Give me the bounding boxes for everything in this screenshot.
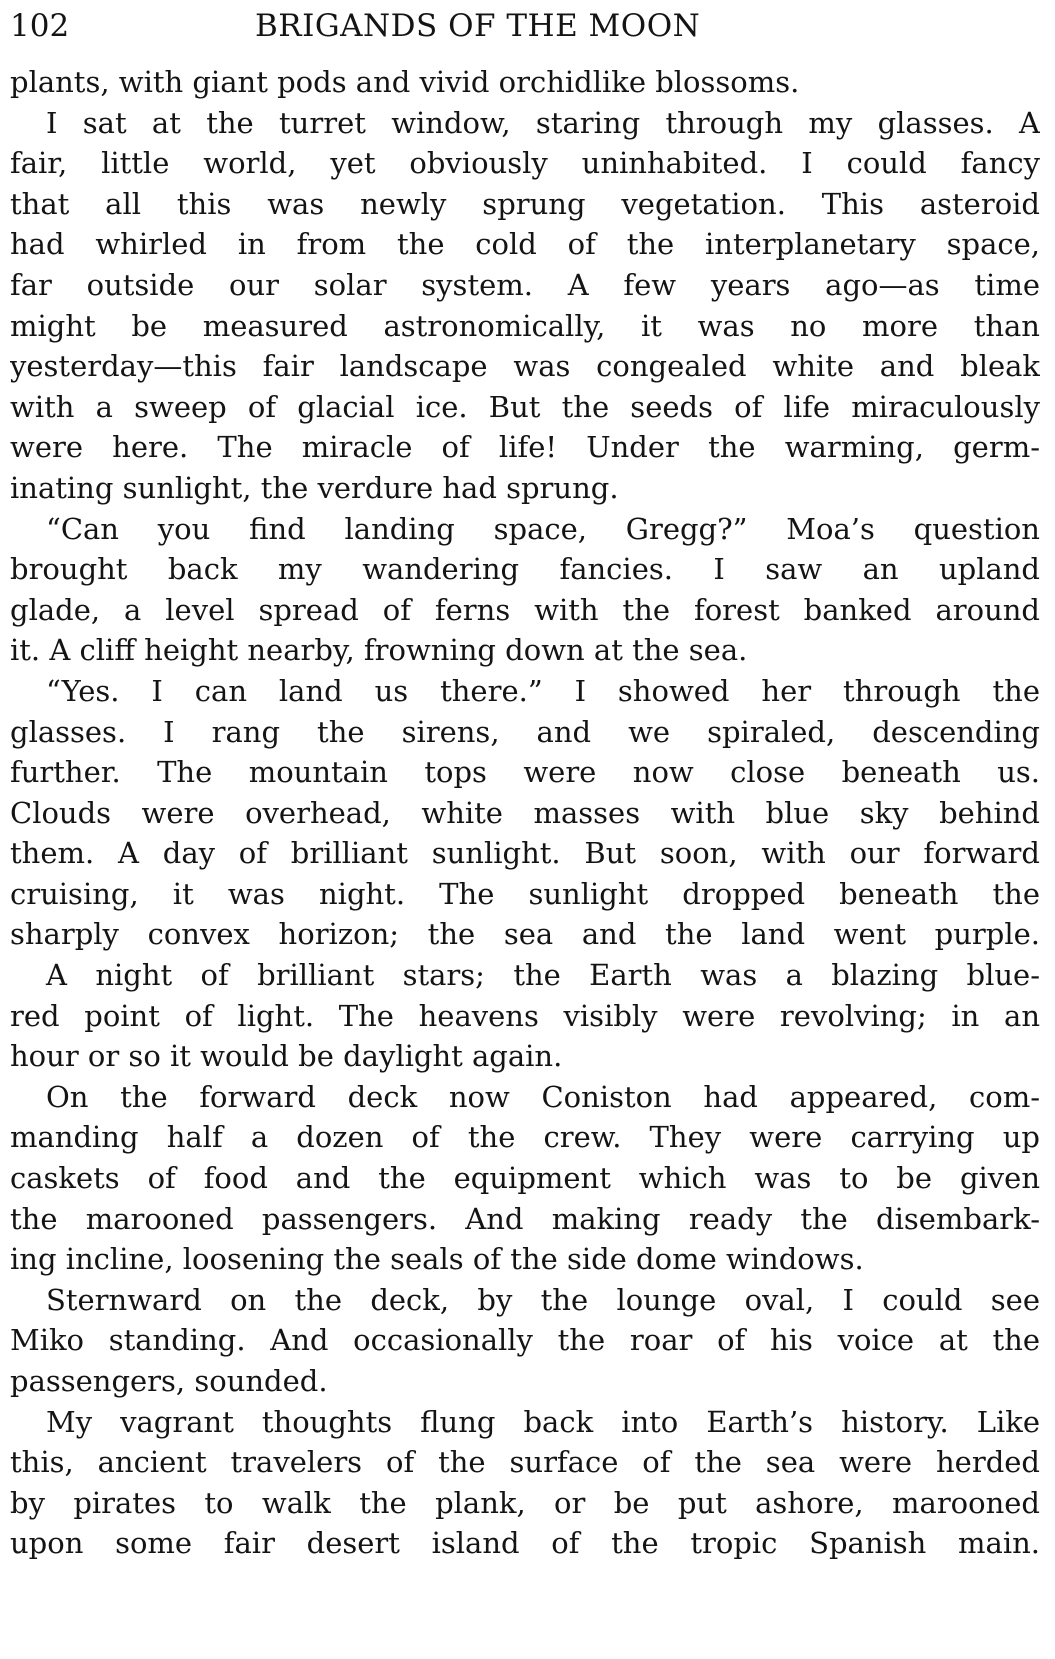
text-line: might be measured astronomically, it was no more than [10, 308, 1040, 343]
text-line: further. The mountain tops were now close beneath us. [10, 755, 1040, 790]
text-line: “Can you find landing space, Gregg?” Moa’s question [46, 511, 1040, 546]
text-line: inating sunlight, the verdure had sprung. [10, 470, 619, 505]
text-line: them. A day of brilliant sunlight. But soon, with our forward [10, 836, 1040, 871]
text-line: that all this was newly sprung vegetation. This asteroid [10, 186, 1040, 221]
text-line: Miko standing. And occasionally the roar of his voice at the [10, 1323, 1040, 1358]
text-line: glade, a level spread of ferns with the forest banked around [10, 592, 1040, 627]
text-line: sharply convex horizon; the sea and the land went purple. [10, 917, 1040, 952]
text-line: cruising, it was night. The sunlight dropped beneath the [10, 876, 1040, 911]
text-line: far outside our solar system. A few years ago—as time [10, 267, 1040, 302]
text-line: brought back my wandering fancies. I saw an upland [10, 552, 1040, 587]
text-line: plants, with giant pods and vivid orchidlike blossoms. [10, 65, 800, 99]
text-line: I sat at the turret window, staring through my glasses. A [46, 105, 1040, 140]
text-line: the marooned passengers. And making ready the disembark- [10, 1201, 1040, 1236]
text-line: Sternward on the deck, by the lounge oval, I could see [46, 1282, 1040, 1317]
text-line: On the forward deck now Coniston had appeared, com- [46, 1079, 1040, 1114]
text-line: upon some fair desert island of the tropic Spanish main. [10, 1526, 1040, 1561]
text-line: fair, little world, yet obviously uninhabited. I could fancy [10, 146, 1040, 181]
text-line: red point of light. The heavens visibly were revolving; in an [10, 998, 1040, 1033]
text-line: manding half a dozen of the crew. They were carrying up [10, 1120, 1040, 1155]
text-line: yesterday—this fair landscape was congealed white and bleak [10, 349, 1040, 384]
body-text [10, 62, 1040, 1564]
text-line: with a sweep of glacial ice. But the seeds of life miraculously [10, 389, 1040, 424]
text-line: “Yes. I can land us there.” I showed her through the [46, 673, 1040, 708]
book-page [10, 0, 1040, 1659]
running-head [10, 6, 1040, 54]
text-line: were here. The miracle of life! Under the warming, germ- [10, 430, 1040, 465]
text-line: My vagrant thoughts flung back into Earth’s history. Like [46, 1404, 1040, 1439]
text-line: hour or so it would be daylight again. [10, 1039, 563, 1074]
text-line: ing incline, loosening the seals of the side dome windows. [10, 1242, 864, 1277]
text-line: glasses. I rang the sirens, and we spiraled, descending [10, 714, 1040, 749]
text-line: this, ancient travelers of the surface of the sea were herded [10, 1445, 1040, 1480]
text-line: A night of brilliant stars; the Earth was a blazing blue- [46, 958, 1040, 993]
text-line: by pirates to walk the plank, or be put ashore, marooned [10, 1485, 1040, 1520]
text-line: passengers, sounded. [10, 1364, 328, 1398]
book-title: BRIGANDS OF THE MOON [255, 8, 701, 44]
text-line: had whirled in from the cold of the interplanetary space, [10, 227, 1040, 262]
text-line: Clouds were overhead, white masses with blue sky behind [10, 795, 1040, 830]
text-line: caskets of food and the equipment which was to be given [10, 1161, 1040, 1196]
page-number: 102 [10, 8, 70, 44]
text-line: it. A cliff height nearby, frowning down at the sea. [10, 633, 748, 668]
